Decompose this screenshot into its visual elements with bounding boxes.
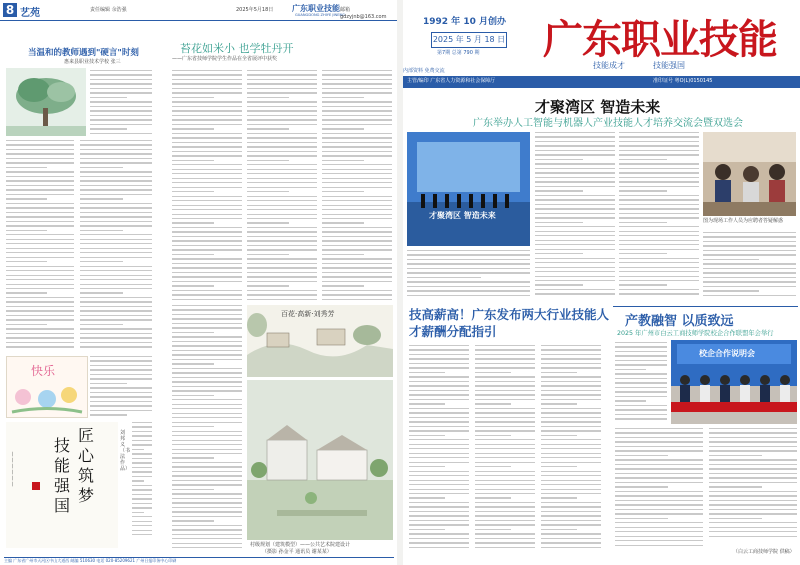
lead-photo-booth — [703, 132, 796, 216]
printing-license: 准印证号 粤O(L)0150145 — [653, 78, 713, 84]
date-box: 2025 年 5 月 18 日 — [431, 32, 507, 48]
article3-credit: （白云工商技师学院 供稿） — [733, 549, 795, 555]
page-8-art-section — [0, 0, 397, 565]
model-caption-credit: （摄影 孙金平 通讯员 谢某某） — [262, 549, 332, 555]
article2-text-col2 — [475, 345, 535, 550]
drawing-caption-text — [90, 356, 152, 418]
stage-banner-text: 才聚湾区 智造未来 — [429, 211, 496, 220]
lead-text-col3 — [619, 132, 699, 300]
model-caption: 村级规划（建筑模型）——公共艺术院建设计 — [250, 542, 351, 548]
issue-number: 第7期 总第 790 期 — [437, 50, 480, 56]
calligraphy-inscription: 〡〡〡〡〡〡 — [10, 452, 16, 488]
article3-text-col2 — [615, 428, 703, 550]
lead-text-col1 — [407, 250, 530, 300]
article2-text-col1 — [409, 345, 469, 550]
masthead-logo: 广东职业技能 — [543, 16, 777, 63]
article3-text-col1 — [615, 342, 667, 422]
article3-photo — [671, 340, 797, 424]
founded-line: 1992 年 10 月创办 — [423, 17, 506, 27]
email: 邮箱 gdzyjnb@163.com — [340, 7, 387, 20]
calligraphy-caption: 刘邦义（书法作品） — [120, 430, 131, 472]
booth-photo-caption: 图为现场工作人员为应聘者答疑解惑 — [703, 218, 784, 224]
watercolor-tree-image — [6, 68, 86, 136]
garden-painting-inscription: 百花·高新·刘秀芳 — [281, 310, 335, 318]
calligraphy-char: 匠 — [78, 426, 95, 445]
feature-text-col3 — [322, 70, 392, 300]
feature-text-col4 — [172, 305, 242, 550]
divider — [613, 306, 798, 307]
section-title: 艺苑 — [20, 8, 40, 19]
kids-drawing-image — [6, 356, 88, 418]
article2-headline: 技高薪高！广东发布两大行业技能人才薪酬分配指引 — [409, 307, 610, 339]
article2-text-col3 — [541, 345, 601, 550]
lead-headline: 才聚湾区 智造未来 — [535, 98, 661, 116]
article3-headline: 产教融智 以质致远 — [625, 314, 734, 329]
poem-title: 当温和的教师遇到"硬言"时刻 — [28, 48, 139, 58]
seal-stamp — [32, 482, 40, 490]
calligraphy-char: 强 — [54, 476, 71, 495]
poem-byline: 惠来县职业技术学校 张三 — [64, 59, 121, 65]
poem-text-a — [90, 70, 152, 136]
calligraphy-side-text — [132, 422, 152, 548]
feature-text-col1 — [172, 70, 242, 300]
photo-banner-text: 校企合作说明会 — [699, 349, 755, 358]
calligraphy-char: 梦 — [78, 486, 95, 505]
masthead-small: 广东职业技能 — [292, 3, 340, 13]
lead-subheadline: 广东举办人工智能与机器人产业技能人才培养交流会暨双选会 — [473, 118, 743, 129]
info-bar — [403, 76, 800, 88]
slogan-2: 技能强国 — [653, 61, 685, 70]
lead-photo-stage — [407, 132, 530, 246]
publisher-line: 主管/编印 广东省人力资源和社会保障厅 — [407, 78, 496, 84]
masthead-pinyin: GUANGDONG ZHIYE JINENG — [295, 13, 345, 17]
architecture-model-image — [247, 380, 393, 540]
calligraphy-char: 国 — [54, 496, 71, 515]
feature-subtitle: ——广东省技师学院学生作品在全省展评中获奖 — [172, 56, 278, 62]
front-page — [403, 0, 800, 565]
calligraphy-char: 筑 — [78, 466, 95, 485]
internal-note: 内部资料 免费交流 — [403, 68, 445, 74]
calligraphy-artwork — [6, 422, 118, 548]
page-footer: 主编 广东省广州市天河区中山大道西 邮编 510630 电话 020-85209621 广州日报印务中心印刷 — [4, 557, 394, 565]
garden-painting-image — [247, 305, 393, 377]
poem-text-b — [6, 140, 74, 350]
calligraphy-char: 能 — [54, 456, 71, 475]
lead-text-col4 — [703, 232, 796, 300]
feature-title: 苔花如米小 也学牡丹开 — [180, 42, 294, 55]
lead-text-col2 — [535, 132, 615, 300]
svg-text:快乐: 快乐 — [31, 364, 56, 378]
editor-line: 责任编辑 余浩强 — [90, 7, 127, 13]
article3-subheadline: 2025 年广州市白云工商技师学院校企合作联盟年会举行 — [617, 330, 774, 337]
feature-text-col2 — [247, 70, 317, 300]
calligraphy-char: 技 — [54, 436, 71, 455]
calligraphy-char: 心 — [78, 446, 95, 465]
issue-date: 2025年5月18日 — [236, 7, 274, 13]
poem-text-c — [80, 140, 152, 350]
slogan-1: 技能成才 — [593, 61, 625, 70]
article3-text-col3 — [709, 428, 797, 540]
page-number: 8 — [3, 3, 17, 17]
